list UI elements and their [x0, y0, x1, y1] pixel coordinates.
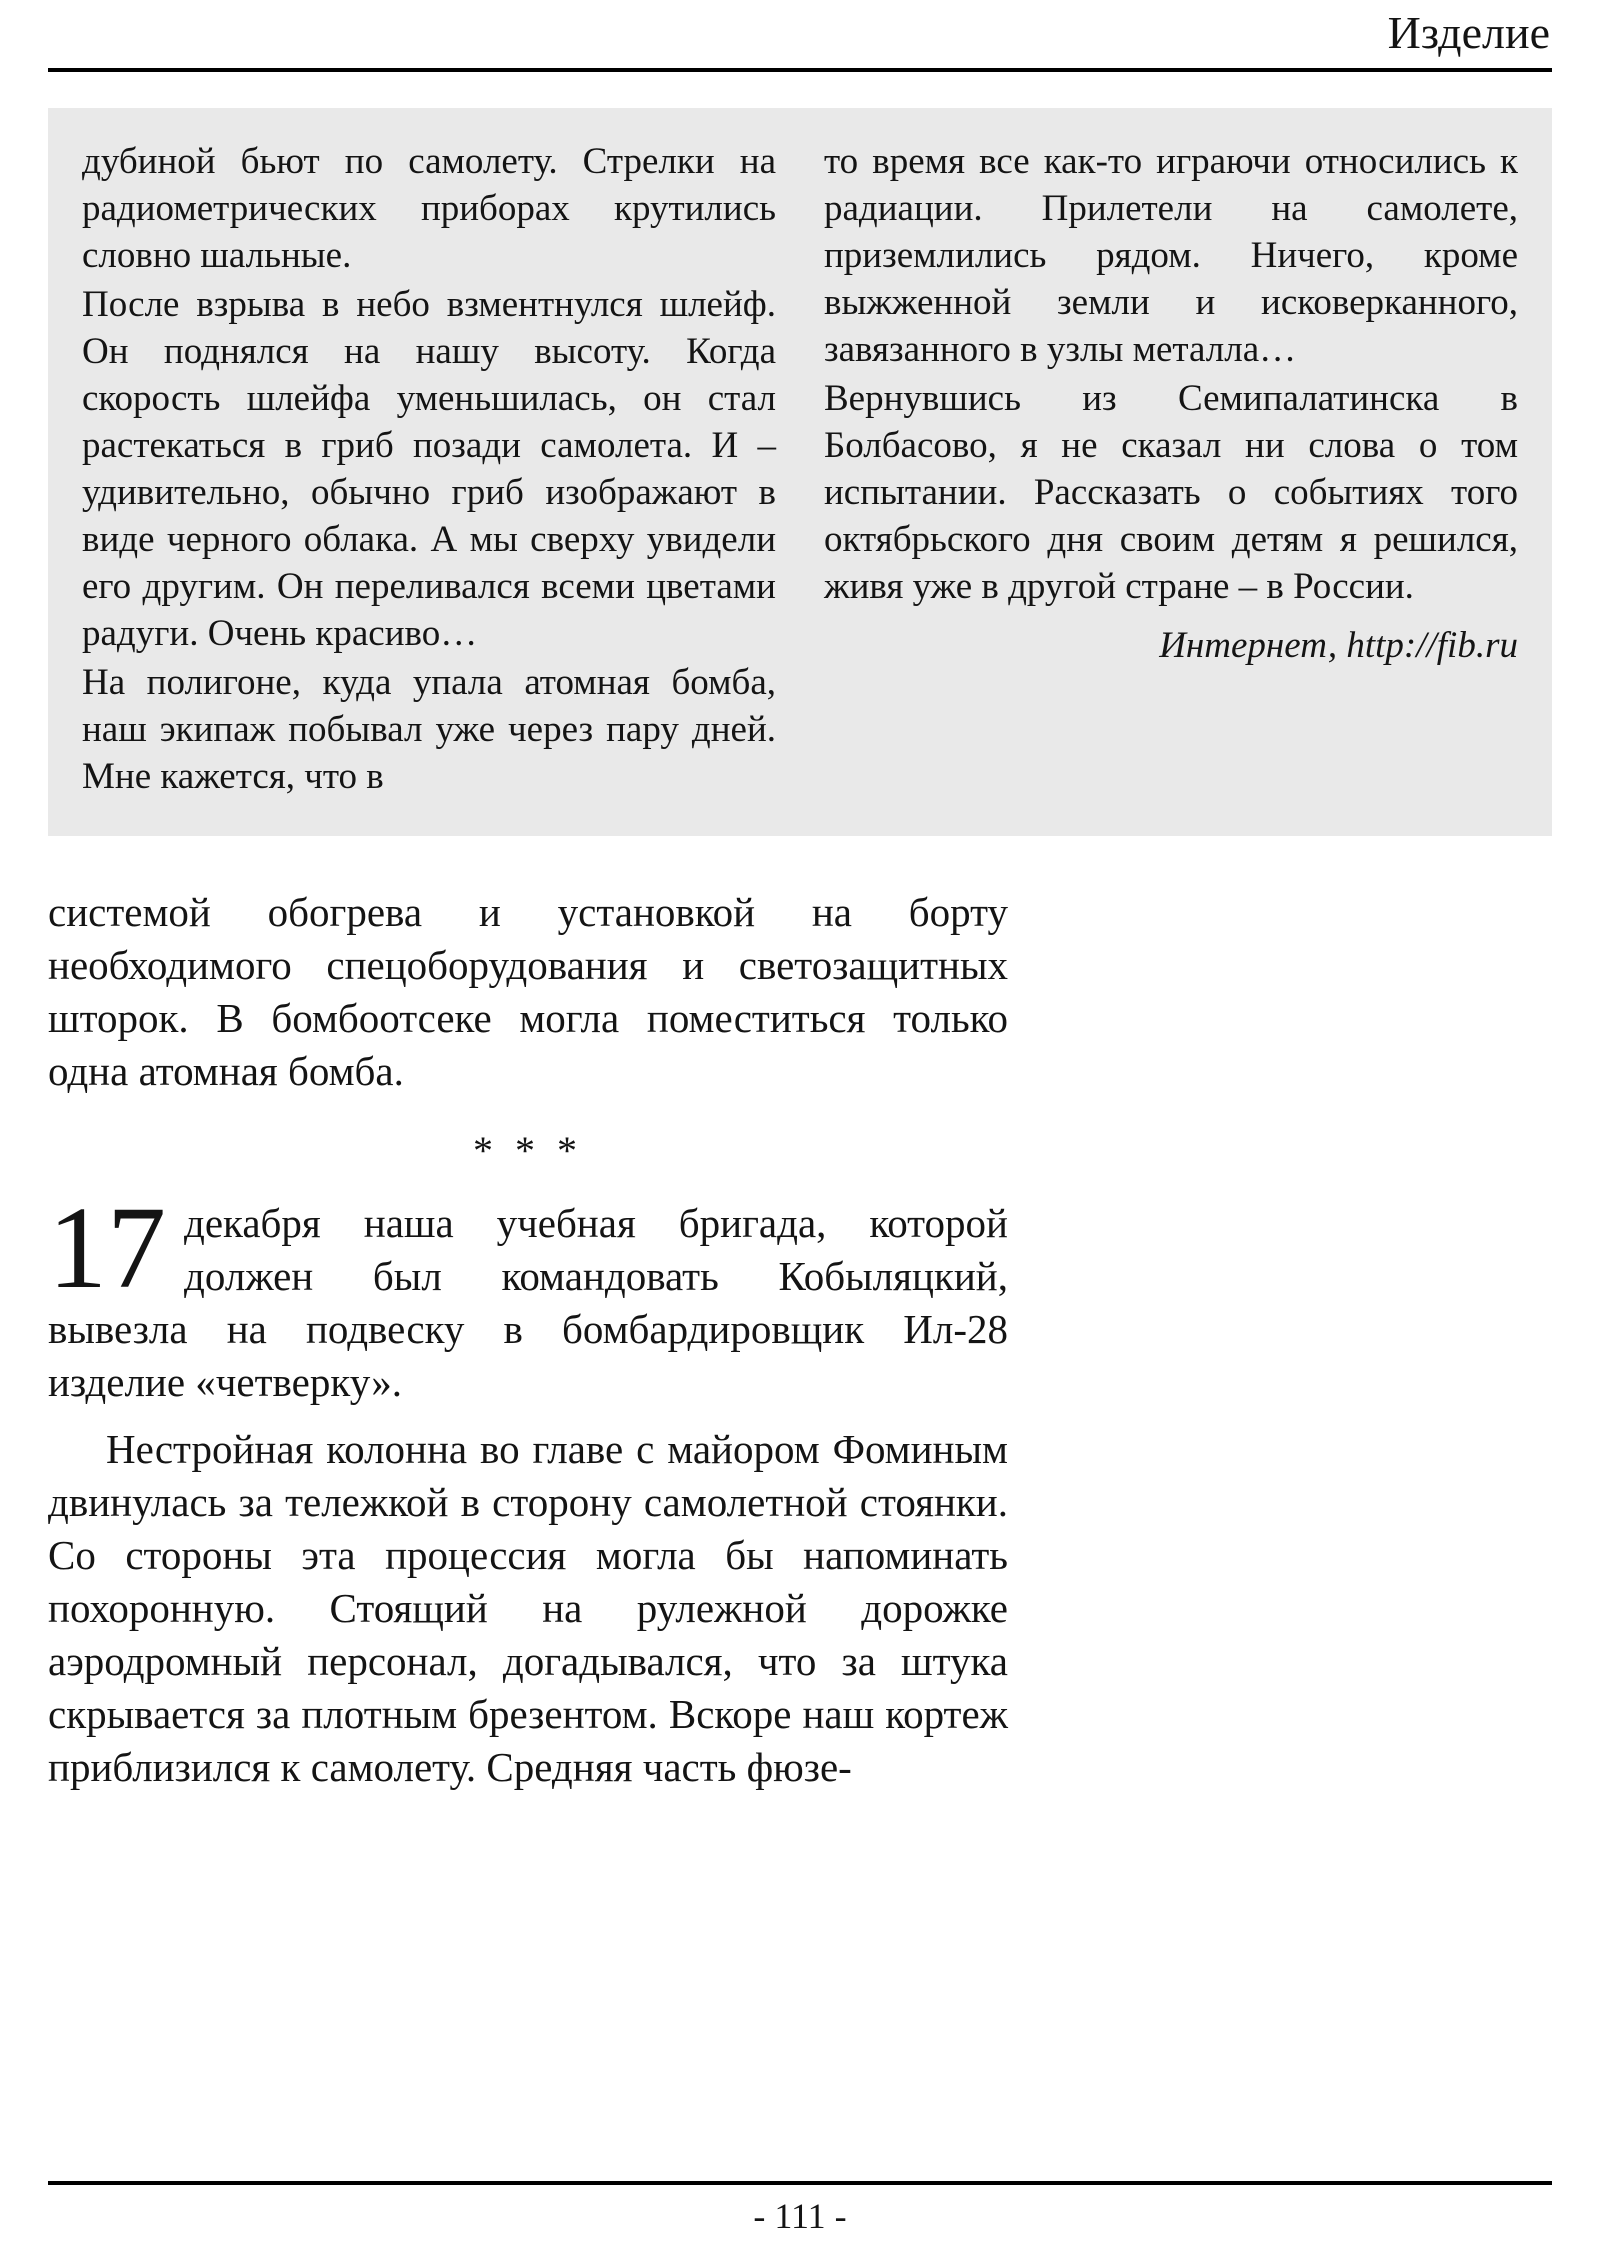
dropcap-paragraph-text: декабря наша учебная бригада, которой должен был командовать Кобыляцкий, вывезла на подвеску в бомбардировщик Ил-28 изделие «четверку».	[48, 1200, 1008, 1405]
quote-paragraph: то время все как-то играючи относились к радиации. Прилетели на самолете, приземлились рядом. Ничего, кроме выжженной земли и исковерканного, завязанного в узлы металла…	[824, 141, 1518, 370]
main-text-column	[48, 886, 1008, 1794]
dropcap-paragraph	[48, 1182, 1008, 1409]
page-number: - 111 -	[753, 2196, 847, 2236]
section-separator: * * *	[473, 1128, 583, 1173]
quote-column-right	[824, 138, 1518, 802]
quote-attribution: Интернет, http://fib.ru	[1159, 625, 1518, 666]
quote-paragraph: Вернувшись из Семипалатинска в Болбасово, я не сказал ни слова о том испытании. Рассказать о событиях того октябрьского дня своим детям я решился, живя уже в другой стране – в России.	[824, 378, 1518, 607]
page-footer	[48, 2181, 1552, 2237]
page-header	[0, 0, 1600, 60]
body-paragraph: Нестройная колонна во главе с майором Фоминым двинулась за тележкой в сторону самолетной стоянки. Со стороны эта процессия могла бы напоминать похоронную. Стоящий на рулежной дорожке аэродромный персонал, догадывался, что за штука скрывается за плотным брезентом. Вскоре наш кортеж приблизился к самолету. Средняя часть фюзе-	[48, 1426, 1008, 1790]
quote-paragraph: дубиной бьют по самолету. Стрелки на радиометрических приборах крутились словно шальные.	[82, 141, 776, 276]
drop-cap: 17	[48, 1182, 166, 1313]
continuation-paragraph: системой обогрева и установкой на борту необходимого спецоборудования и светозащитных шторок. В бомбоотсеке могла поместиться только одна атомная бомба.	[48, 889, 1008, 1094]
quote-column-left	[82, 138, 776, 802]
quote-box	[48, 108, 1552, 836]
header-rule	[48, 68, 1552, 72]
page-title: Изделие	[1387, 7, 1550, 58]
quote-paragraph: После взрыва в небо взментнулся шлейф. Он поднялся на нашу высоту. Когда скорость шлейфа уменьшилась, он стал растекаться в гриб позади самолета. И – удивительно, обычно гриб изображают в виде черного облака. А мы сверху увидели его другим. Он переливался всеми цветами радуги. Очень красиво…	[82, 284, 776, 654]
quote-paragraph: На полигоне, куда упала атомная бомба, наш экипаж побывал уже через пару дней. Мне кажется, что в	[82, 662, 776, 797]
